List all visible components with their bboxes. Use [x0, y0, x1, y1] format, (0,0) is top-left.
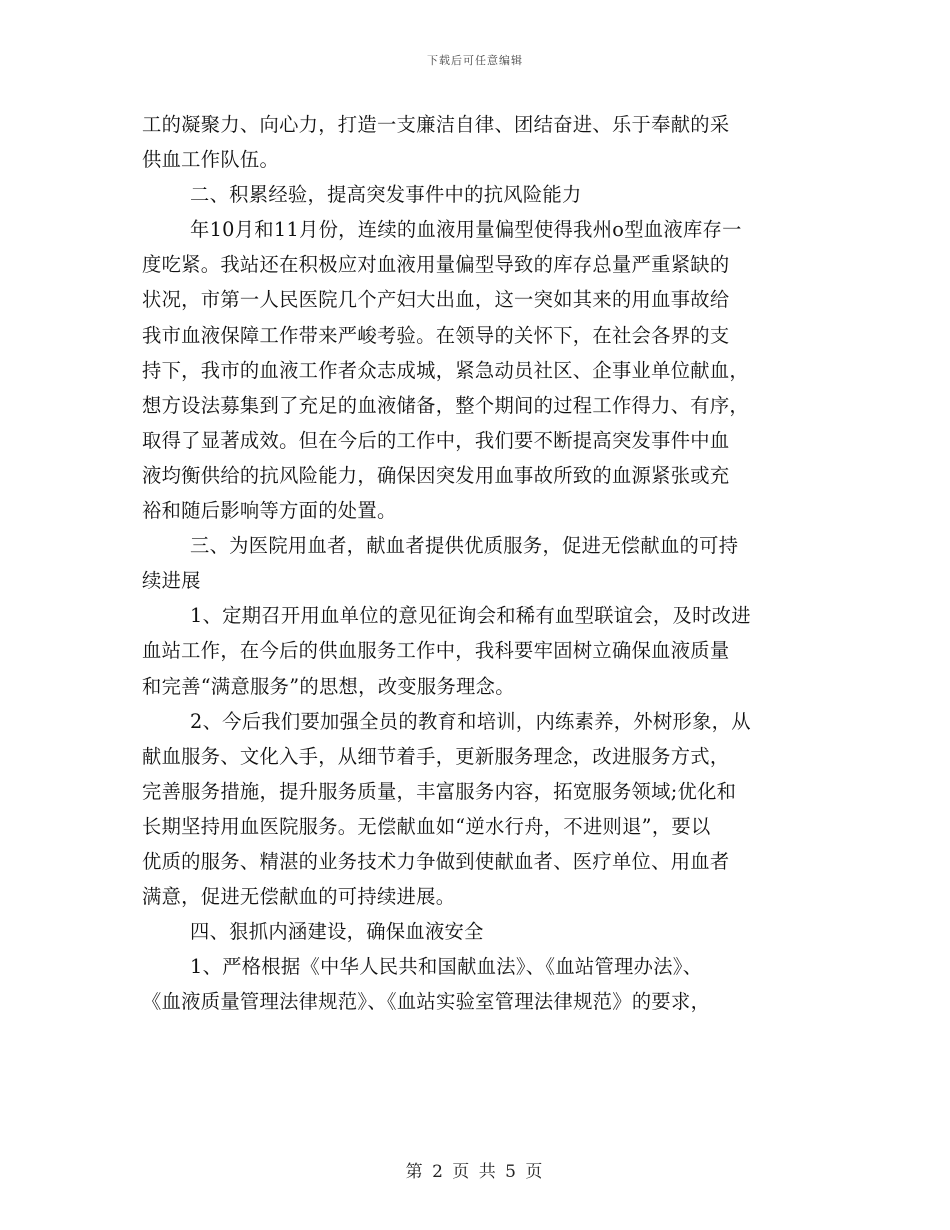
text-line: 裕和随后影响等方面的处置。 [142, 499, 397, 523]
text-line: 和完善“满意服务”的思想，改变服务理念。 [142, 674, 515, 698]
text-line: 血站工作，在今后的供血服务工作中，我科要牢固树立确保血液质量 [142, 639, 730, 663]
text-line: 献血服务、文化入手，从细节着手，更新服务理念，改进服务方式， [142, 744, 730, 768]
text-line: 1、严格根据《中华人民共和国献血法》、《血站管理办法》、 [190, 955, 703, 979]
text-line: 取得了显著成效。但在今后的工作中，我们要不断提高突发事件中血 [142, 428, 730, 452]
section-heading: 三、为医院用血者，献血者提供优质服务，促进无偿献血的可持 [190, 534, 739, 558]
text-line: 2、今后我们要加强全员的教育和培训，内练素养，外树形象，从 [190, 709, 751, 733]
text-line: 供血工作队伍。 [142, 148, 280, 172]
section-heading: 四、狠抓内涵建设，确保血液安全 [190, 920, 484, 944]
section-heading-continued: 续进展 [142, 569, 201, 593]
section-heading: 二、积累经验，提高突发事件中的抗风险能力 [190, 183, 582, 207]
text-line: 持下，我市的血液工作者众志成城，紧急动员社区、企事业单位献血， [142, 358, 750, 382]
text-line: 《血液质量管理法律规范》、《血站实验室管理法律规范》的要求， [142, 990, 711, 1014]
text-line: 长期坚持用血医院服务。无偿献血如“逆水行舟，不进则退”，要以 [142, 814, 711, 838]
document-body [142, 107, 810, 1019]
text-line: 满意，促进无偿献血的可持续进展。 [142, 885, 456, 909]
text-line: 度吃紧。我站还在积极应对血液用量偏型导致的库存总量严重紧缺的 [142, 253, 730, 277]
text-line: 液均衡供给的抗风险能力，确保因突发用血事故所致的血源紧张或充 [142, 463, 730, 487]
text-line: 状况，市第一人民医院几个产妇大出血，这一突如其来的用血事故给 [142, 288, 730, 312]
text-line: 工的凝聚力、向心力，打造一支廉洁自律、团结奋进、乐于奉献的采 [142, 113, 730, 136]
page-footer: 第 2 页 共 5 页 [405, 1162, 545, 1182]
text-line: 年10月和11月份，连续的血液用量偏型使得我州o型血液库存一 [190, 218, 742, 242]
text-line: 1、定期召开用血单位的意见征询会和稀有血型联谊会，及时改进 [190, 604, 751, 628]
page-header: 下载后可任意编辑 [427, 54, 523, 67]
text-line: 我市血液保障工作带来严峻考验。在领导的关怀下，在社会各界的支 [142, 323, 730, 347]
text-line: 想方设法募集到了充足的血液储备，整个期间的过程工作得力、有序， [142, 393, 750, 417]
text-line: 完善服务措施，提升服务质量，丰富服务内容，拓宽服务领域;优化和 [142, 779, 737, 803]
text-line: 优质的服务、精湛的业务技术力争做到使献血者、医疗单位、用血者 [142, 849, 730, 873]
